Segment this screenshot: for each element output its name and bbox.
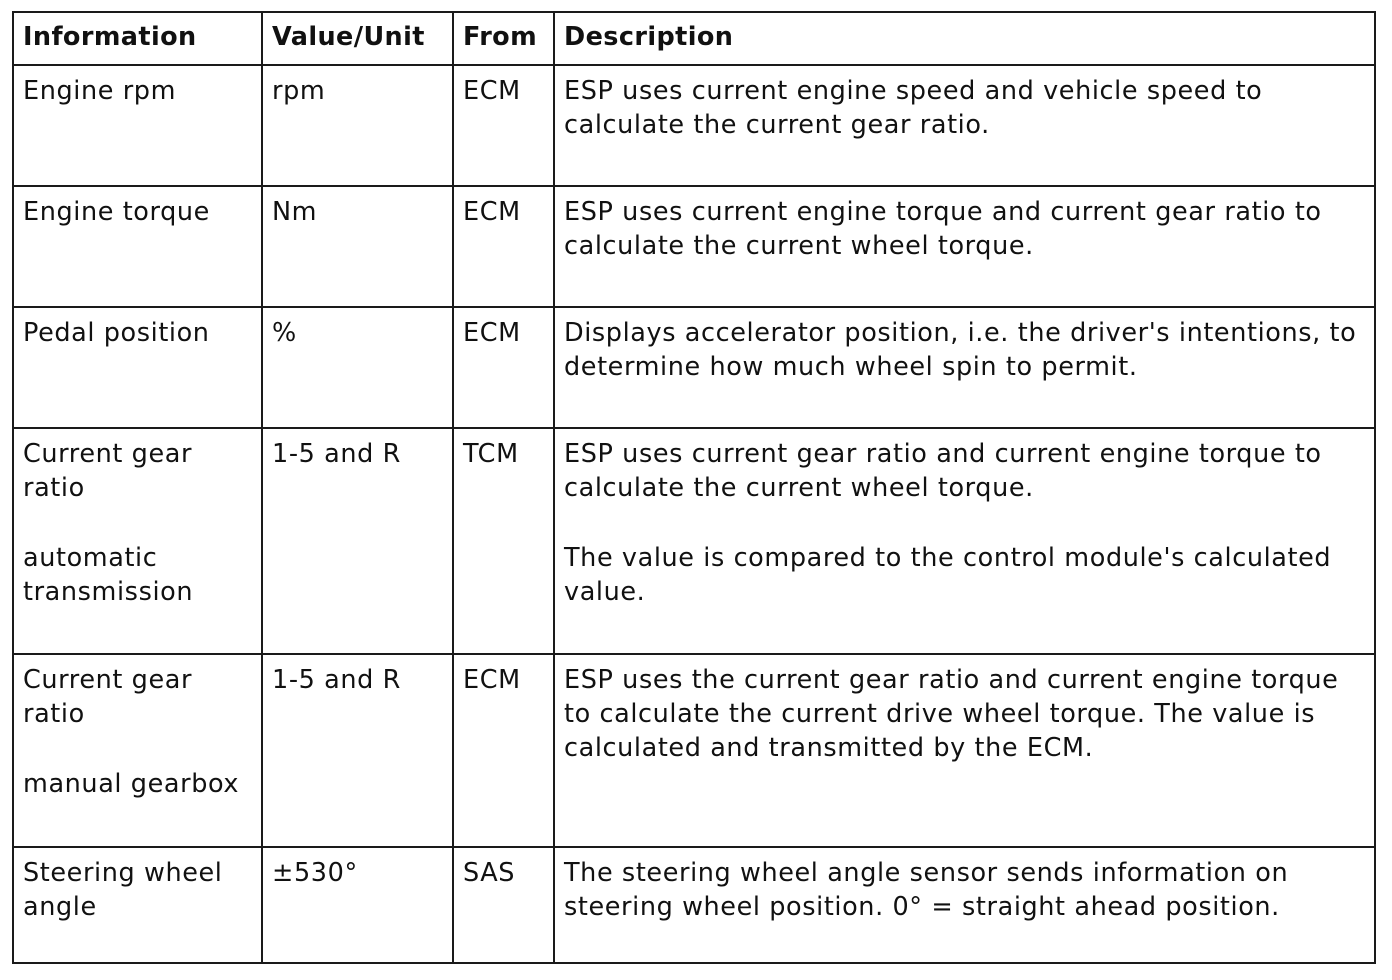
information-table — [12, 11, 1376, 964]
cell-information — [13, 186, 262, 307]
cell-description — [554, 186, 1375, 307]
information-subtext: manual gearbox — [23, 769, 240, 799]
cell-value-unit: 1-5 and R — [262, 428, 453, 654]
description-text: ESP uses the current gear ratio and current engine torque to calculate the current drive wheel torque. The value is calculated and transmitted by the ECM. — [564, 665, 1339, 763]
document-page — [12, 11, 1376, 964]
information-text: Steering wheel angle — [23, 858, 223, 922]
column-header-description: Description — [554, 12, 1375, 65]
cell-description — [554, 307, 1375, 428]
description-text: The value is compared to the control module's calculated value. — [564, 543, 1332, 607]
cell-description — [554, 654, 1375, 847]
information-text: Current gear ratio — [23, 665, 193, 729]
information-text: Pedal position — [23, 318, 210, 348]
information-text: Engine rpm — [23, 76, 177, 106]
table-row — [13, 65, 1375, 186]
cell-from: ECM — [453, 65, 554, 186]
cell-information — [13, 654, 262, 847]
cell-information — [13, 428, 262, 654]
cell-information — [13, 307, 262, 428]
table-header-row — [13, 12, 1375, 65]
table-row — [13, 847, 1375, 963]
cell-value-unit: rpm — [262, 65, 453, 186]
description-text: ESP uses current engine torque and current gear ratio to calculate the current wheel torque. — [564, 197, 1322, 261]
cell-value-unit: Nm — [262, 186, 453, 307]
cell-from: ECM — [453, 307, 554, 428]
cell-description — [554, 847, 1375, 963]
cell-from: ECM — [453, 654, 554, 847]
cell-value-unit: ±530° — [262, 847, 453, 963]
table-row — [13, 654, 1375, 847]
column-header-value-unit: Value/Unit — [262, 12, 453, 65]
description-text: The steering wheel angle sensor sends information on steering wheel position. 0° = straight ahead position. — [564, 858, 1289, 922]
information-text: Engine torque — [23, 197, 210, 227]
description-text: Displays accelerator position, i.e. the driver's intentions, to determine how much wheel spin to permit. — [564, 318, 1357, 382]
cell-from: ECM — [453, 186, 554, 307]
cell-value-unit: % — [262, 307, 453, 428]
cell-from: TCM — [453, 428, 554, 654]
cell-information — [13, 847, 262, 963]
cell-description — [554, 428, 1375, 654]
information-text: Current gear ratio — [23, 439, 193, 503]
information-subtext: automatic transmission — [23, 543, 194, 607]
cell-value-unit: 1-5 and R — [262, 654, 453, 847]
description-text: ESP uses current engine speed and vehicle speed to calculate the current gear ratio. — [564, 76, 1263, 140]
column-header-information: Information — [13, 12, 262, 65]
table-row — [13, 428, 1375, 654]
table-row — [13, 186, 1375, 307]
description-text: ESP uses current gear ratio and current engine torque to calculate the current wheel torque. — [564, 439, 1322, 503]
cell-description — [554, 65, 1375, 186]
table-row — [13, 307, 1375, 428]
cell-information — [13, 65, 262, 186]
cell-from: SAS — [453, 847, 554, 963]
column-header-from: From — [453, 12, 554, 65]
